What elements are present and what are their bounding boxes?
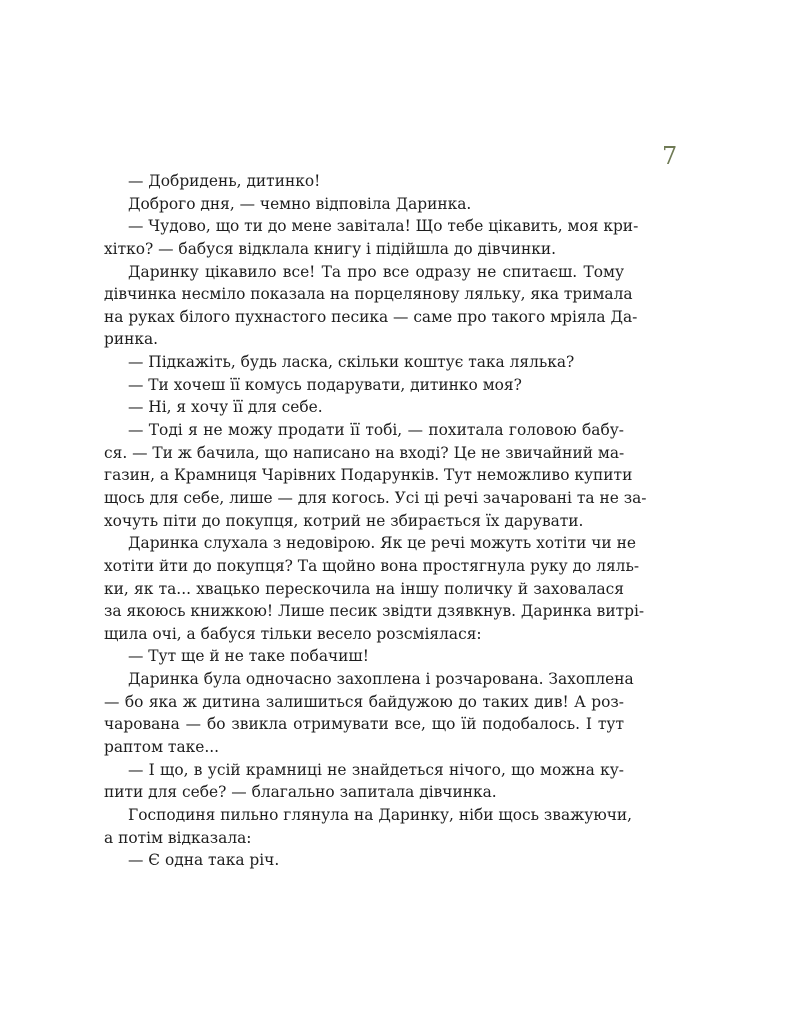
text-line: щось для себе, лише — для когось. Усі ці речі зачаровані та не за- <box>104 488 647 507</box>
text-line: а потім відказала: <box>104 828 252 847</box>
text-line: Даринка слухала з недовірою. Як це речі можуть хотіти чи не <box>128 534 636 553</box>
text-line: дівчинка несміло показала на порцелянову ляльку, яка тримала <box>104 285 633 304</box>
text-line: — І що, в усій крамниці не знайдеться нічого, що можна ку- <box>128 760 624 779</box>
text-line: ся. — Ти ж бачила, що написано на вході? Це не звичайний ма- <box>104 443 625 462</box>
text-line: на руках білого пухнастого песика — саме про такого мріяла Да- <box>104 307 638 326</box>
text-line: газин, а Крамниця Чарівних Подарунків. Тут неможливо купити <box>104 466 633 485</box>
text-line: — бо яка ж дитина залишиться байдужою до таких див! А роз- <box>104 692 624 711</box>
text-line: за якоюсь книжкою! Лише песик звідти дзявкнув. Даринка витрі- <box>104 602 645 621</box>
text-line: хітко? — бабуся відклала книгу і підійшла до дівчинки. <box>104 239 557 258</box>
text-line: Доброго дня, — чемно відповіла Даринка. <box>128 194 472 213</box>
text-line: Даринку цікавило все! Та про все одразу не спитаєш. Тому <box>128 262 624 281</box>
text-line: чарована — бо звикла отримувати все, що їй подобалось. І тут <box>104 715 624 734</box>
text-line: Даринка була одночасно захоплена і розчарована. Захоплена <box>128 670 634 689</box>
text-line: — Ні, я хочу її для себе. <box>128 398 323 417</box>
text-line: — Тоді я не можу продати її тобі, — похитала головою бабу- <box>128 421 624 440</box>
body-text <box>104 170 647 872</box>
text-line: хочуть піти до покупця, котрий не збирається їх дарувати. <box>104 511 584 530</box>
text-line: раптом таке... <box>104 738 220 757</box>
text-line: — Добридень, дитинко! <box>128 172 321 190</box>
text-line: Господиня пильно глянула на Даринку, ніби щось зважуючи, <box>128 805 633 824</box>
page-number: 7 <box>662 142 678 170</box>
text-line: ки, як та... хвацько перескочила на іншу поличку й заховалася <box>104 579 624 598</box>
text-line: — Чудово, що ти до мене завітала! Що тебе цікавить, моя кри- <box>128 217 639 236</box>
text-line: — Є одна така річ. <box>128 851 280 870</box>
text-line: пити для себе? — благально запитала дівчинка. <box>104 783 497 802</box>
text-line: хотіти йти до покупця? Та щойно вона простягнула руку до ляль- <box>104 556 640 575</box>
text-line: щила очі, а бабуся тільки весело розсміялася: <box>104 624 482 643</box>
text-line: — Тут ще й не таке побачиш! <box>128 647 369 666</box>
text-line: — Підкажіть, будь ласка, скільки коштує така лялька? <box>128 353 575 372</box>
text-line: — Ти хочеш її комусь подарувати, дитинко моя? <box>128 375 522 394</box>
text-line: ринка. <box>104 330 159 349</box>
